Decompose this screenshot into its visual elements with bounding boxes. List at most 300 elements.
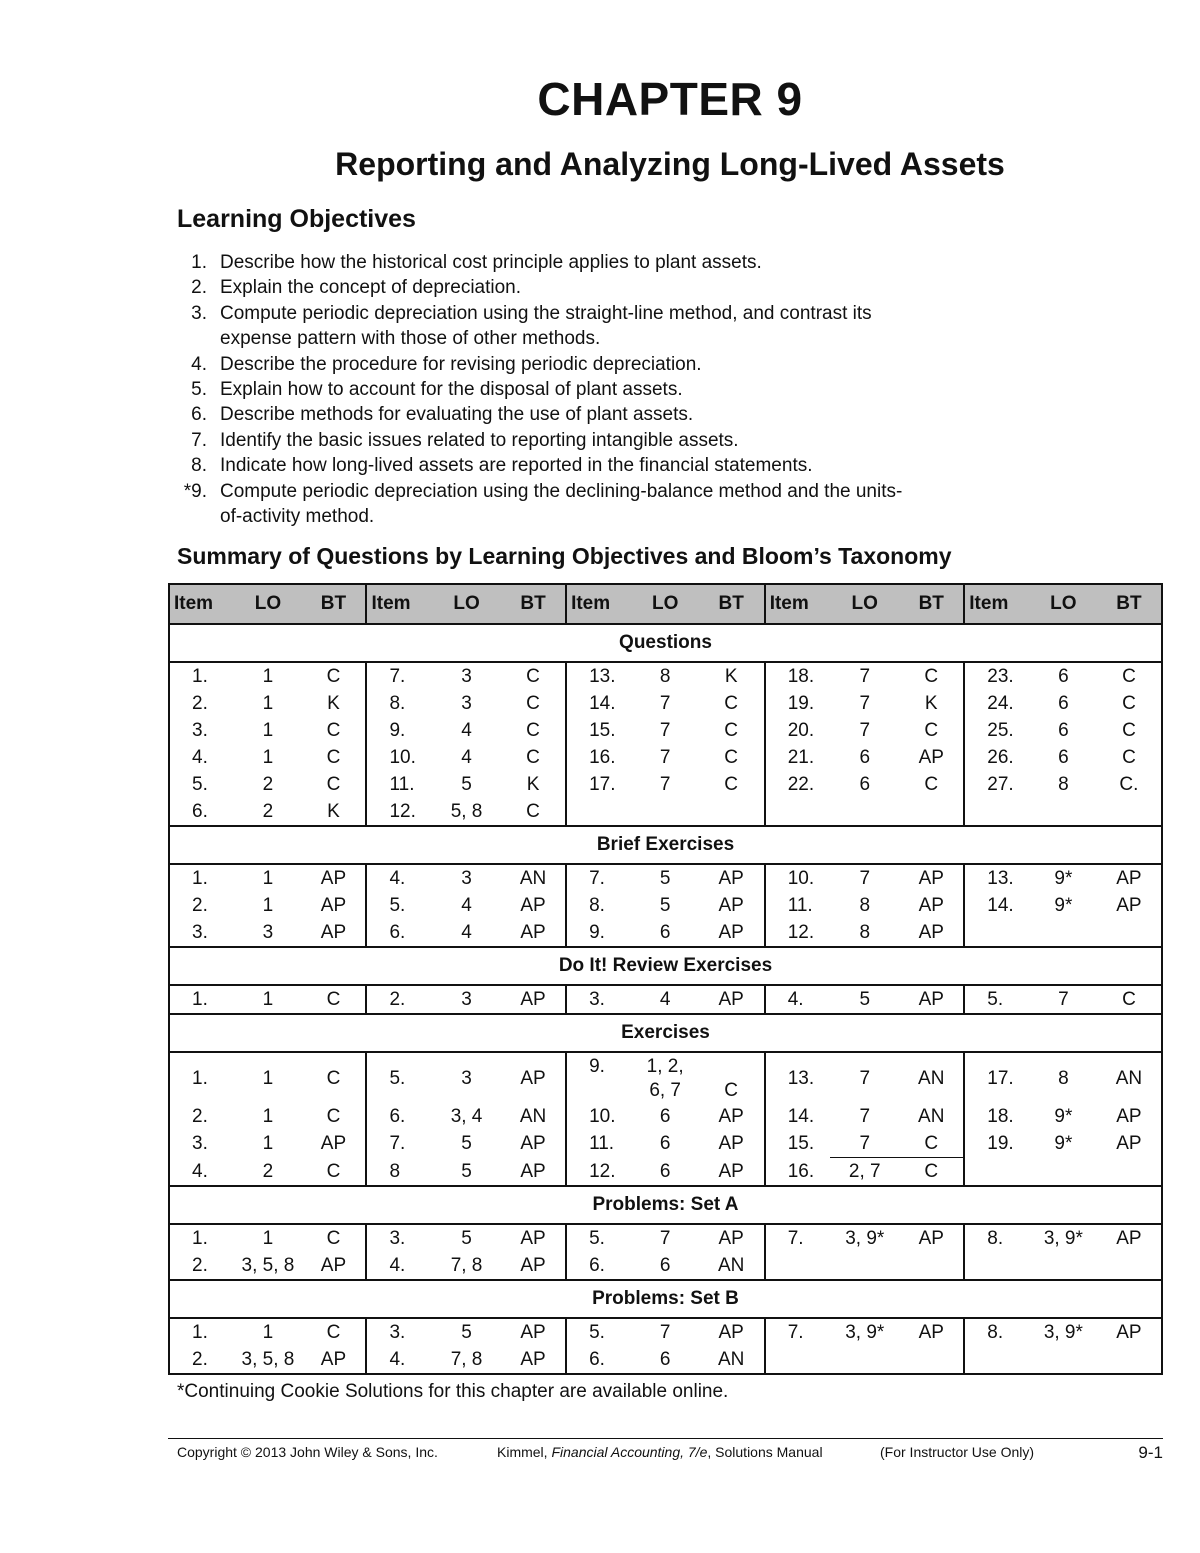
bt-cell: [899, 1346, 964, 1374]
column-header-bt: BT: [699, 584, 765, 624]
lo-cell: 5, 8: [450, 801, 483, 822]
lo-cell: 3, 5, 8: [241, 1349, 295, 1370]
lo-cell: 5: [461, 1160, 472, 1182]
item-cell: 21.: [765, 744, 831, 771]
chapter-subtitle: Reporting and Analyzing Long-Lived Assets: [335, 146, 1005, 182]
bt-cell: AP: [1116, 1322, 1142, 1343]
lo-cell: 6: [659, 1133, 671, 1155]
objective-item: [177, 301, 1077, 352]
lo-cell: 6: [1058, 693, 1069, 714]
bt-cell: AP: [520, 1349, 546, 1370]
item-cell: 25.: [964, 717, 1030, 744]
section-header-row: [169, 624, 1162, 662]
lo-cell: 1: [262, 1228, 274, 1249]
item-cell: 12.: [566, 1158, 632, 1187]
bt-cell: C: [526, 720, 540, 741]
section-header-row: [169, 826, 1162, 864]
bt-cell: [899, 798, 964, 826]
item-cell: 6.: [366, 919, 432, 947]
lo-cell: [1030, 798, 1097, 826]
item-cell: [566, 798, 632, 826]
bt-cell: [1097, 1158, 1162, 1187]
objective-number: 5.: [191, 379, 207, 401]
lo-cell: 5: [859, 989, 871, 1010]
item-cell: 8.: [566, 892, 632, 919]
item-cell: 3.: [192, 720, 208, 741]
bt-cell: AP: [320, 1133, 347, 1155]
bt-cell: C: [724, 774, 739, 795]
bt-cell: AP: [918, 868, 944, 889]
lo-cell: [632, 1052, 699, 1103]
item-cell: 5.: [964, 985, 1030, 1014]
bt-cell: AP: [520, 895, 546, 916]
lo-cell: 3, 9*: [845, 1228, 885, 1249]
lo-cell: 1: [262, 989, 274, 1010]
bt-cell: AP: [918, 922, 944, 943]
lo-cell: 8: [1058, 774, 1069, 795]
item-cell: 13.: [765, 1052, 831, 1103]
column-header-bt: BT: [301, 584, 366, 624]
lo-cell: 7: [859, 666, 871, 687]
table-row: [169, 1318, 1162, 1346]
lo-cell: 1: [262, 666, 274, 687]
bt-cell: C: [326, 1228, 341, 1249]
item-cell: 11.: [566, 1130, 632, 1158]
bt-cell: C: [526, 693, 540, 714]
item-cell: 3.: [566, 985, 632, 1014]
item-cell: 2.: [192, 1255, 208, 1276]
lo-cell: 5: [659, 868, 671, 889]
objective-text: Compute periodic depreciation using the declining-balance method and the units-: [220, 480, 903, 502]
objective-text: Identify the basic issues related to reporting intangible assets.: [220, 429, 739, 451]
bt-cell: AP: [520, 1133, 546, 1155]
bt-cell: [699, 798, 765, 826]
bt-cell: AP: [320, 895, 347, 916]
objective-item: [177, 377, 1077, 402]
lo-cell: 7: [859, 693, 871, 714]
bt-cell: AP: [1116, 868, 1142, 889]
bt-cell: [1097, 798, 1162, 826]
item-cell: 2.: [192, 1106, 208, 1127]
objective-item: [177, 453, 1077, 478]
lo-cell: 5: [659, 895, 671, 916]
lo-cell: 2: [262, 1160, 274, 1182]
table-row: [169, 771, 1162, 798]
bt-cell: C: [1122, 666, 1136, 687]
item-cell: 7.: [366, 1130, 432, 1158]
item-cell: 5.: [366, 892, 432, 919]
column-header-bt: BT: [1097, 584, 1162, 624]
lo-cell: 5: [461, 774, 472, 795]
bt-cell: AP: [1116, 1106, 1142, 1127]
lo-cell: 3, 5, 8: [241, 1255, 295, 1276]
table-row: [169, 1346, 1162, 1374]
bt-cell: AP: [520, 1160, 546, 1182]
item-cell: 7.: [765, 1224, 831, 1252]
footer-manual: , Solutions Manual: [707, 1444, 823, 1460]
item-cell: 2.: [192, 693, 208, 714]
bt-cell: C: [1122, 989, 1136, 1010]
bt-cell: C: [326, 1067, 341, 1089]
lo-cell: 3: [461, 989, 472, 1010]
bt-cell: AP: [520, 1228, 546, 1249]
bt-cell: C: [326, 774, 341, 795]
section-title: Do It! Review Exercises: [169, 947, 1162, 985]
bt-cell: C: [1122, 720, 1136, 741]
column-header-item: Item: [964, 584, 1030, 624]
objective-number: 1.: [191, 252, 207, 273]
lo-cell: 7: [659, 747, 671, 768]
summary-heading: Summary of Questions by Learning Objectives and Bloom’s Taxonomy: [177, 543, 952, 569]
item-cell: 3.: [192, 922, 208, 943]
lo-cell: 1: [262, 720, 274, 741]
lo-cell: [1030, 1346, 1097, 1374]
item-cell: [964, 919, 1030, 947]
bt-cell: C: [326, 666, 341, 687]
lo-cell: 9*: [1054, 1133, 1073, 1155]
lo-cell: 5: [461, 1228, 472, 1249]
bt-cell: AN: [918, 1106, 945, 1127]
lo-cell: 3: [461, 1067, 472, 1089]
bt-cell: AP: [718, 989, 744, 1010]
lo-cell: 7: [859, 1106, 871, 1127]
table-row: [169, 985, 1162, 1014]
bt-cell: AN: [519, 868, 547, 889]
objective-number: 2.: [191, 277, 207, 299]
item-cell: 4.: [366, 1346, 432, 1374]
lo-cell: 6: [659, 1160, 671, 1182]
bt-cell: C: [526, 801, 540, 822]
item-cell: 7.: [566, 864, 632, 892]
bt-cell: AP: [520, 989, 546, 1010]
column-header-lo: LO: [632, 584, 699, 624]
section-header-row: [169, 947, 1162, 985]
lo-cell: 1: [262, 1322, 274, 1343]
lo-cell: 7: [659, 1228, 671, 1249]
lo-cell: 8: [1058, 1067, 1069, 1089]
lo-cell: 1: [262, 747, 274, 768]
page-number: 9-1: [1138, 1443, 1163, 1462]
bt-cell: C: [924, 720, 939, 741]
footer-copyright: Copyright © 2013 John Wiley & Sons, Inc.: [177, 1444, 438, 1460]
objective-number: 3.: [191, 302, 207, 324]
footer-author: Kimmel,: [497, 1444, 548, 1460]
lo-cell: 8: [659, 666, 671, 687]
bt-cell: C: [924, 774, 939, 795]
bt-cell: C: [326, 989, 341, 1010]
bt-cell: C: [526, 747, 540, 768]
table-row: [169, 1052, 1162, 1103]
item-cell: 6.: [566, 1252, 632, 1280]
item-cell: 16.: [566, 744, 632, 771]
item-cell: 12.: [366, 798, 432, 826]
bt-cell: [899, 1252, 964, 1280]
bt-cell: AP: [1116, 1133, 1142, 1155]
item-cell: 8: [366, 1158, 432, 1187]
bt-cell: AP: [718, 868, 744, 889]
bt-cell: AP: [918, 989, 944, 1010]
lo-cell: 3: [461, 868, 472, 889]
item-cell: 5.: [566, 1224, 632, 1252]
bt-cell: K: [526, 774, 540, 795]
bt-cell: AP: [918, 747, 944, 768]
objective-text: Describe methods for evaluating the use of plant assets.: [220, 404, 694, 426]
lo-cell: 3: [262, 922, 274, 943]
objective-item: [177, 275, 1077, 300]
lo-cell: 3, 9*: [845, 1322, 885, 1343]
item-cell: 13.: [566, 662, 632, 690]
bt-cell: [1097, 1252, 1162, 1280]
summary-table: [168, 583, 1163, 1375]
item-cell: 4.: [192, 747, 208, 768]
lo-cell: 6: [859, 774, 871, 795]
item-cell: 4.: [366, 864, 432, 892]
item-cell: 9.: [366, 717, 432, 744]
column-header-bt: BT: [501, 584, 566, 624]
lo-cell: [830, 798, 899, 826]
table-row: [169, 717, 1162, 744]
item-cell: 10.: [765, 864, 831, 892]
item-cell: 19.: [765, 690, 831, 717]
table-row: [169, 892, 1162, 919]
item-cell: 3.: [366, 1224, 432, 1252]
item-cell: 15.: [765, 1130, 831, 1158]
objective-item: [177, 250, 1077, 275]
lo-cell: 9*: [1054, 895, 1073, 916]
lo-cell: 2, 7: [848, 1161, 881, 1182]
item-cell: 8.: [366, 690, 432, 717]
item-cell: 5.: [366, 1052, 432, 1103]
lo-cell: 6: [659, 1106, 671, 1127]
item-cell: 2.: [366, 985, 432, 1014]
lo-cell: 6: [659, 922, 671, 943]
table-row: [169, 662, 1162, 690]
lo-cell: 8: [859, 895, 871, 916]
footer-book-title: Financial Accounting, 7/e: [551, 1444, 708, 1460]
item-cell: 9.: [566, 1052, 632, 1103]
table-row: [169, 1103, 1162, 1130]
item-cell: 14.: [765, 1103, 831, 1130]
item-cell: 1.: [192, 1067, 208, 1089]
lo-cell: 7: [1058, 989, 1069, 1010]
lo-cell: 2: [262, 774, 274, 795]
item-cell: 5.: [566, 1318, 632, 1346]
item-cell: 17.: [964, 1052, 1030, 1103]
item-cell: [964, 1346, 1030, 1374]
column-header-lo: LO: [234, 584, 301, 624]
bt-cell: K: [924, 693, 938, 714]
bt-cell: C: [724, 720, 739, 741]
item-cell: [964, 798, 1030, 826]
item-cell: 18.: [765, 662, 831, 690]
bt-cell: AP: [320, 922, 347, 943]
bt-cell: AP: [918, 1228, 944, 1249]
section-title: Problems: Set A: [169, 1186, 1162, 1224]
item-cell: 9.: [566, 919, 632, 947]
bt-cell: AP: [320, 1255, 347, 1276]
bt-cell: AP: [520, 922, 546, 943]
bt-cell: K: [327, 693, 340, 714]
lo-cell: 7, 8: [450, 1349, 483, 1370]
bt-cell: AP: [520, 1067, 546, 1089]
footer-citation: [497, 1444, 823, 1460]
lo-cell: 6: [1058, 720, 1069, 741]
section-title: Brief Exercises: [169, 826, 1162, 864]
objective-number: 4.: [191, 353, 207, 375]
item-cell: [964, 1158, 1030, 1187]
bt-cell: AN: [918, 1067, 945, 1089]
table-header-row: [169, 584, 1162, 624]
lo-cell: 7: [659, 693, 671, 714]
bt-cell: C.: [1119, 774, 1139, 795]
bt-cell: C: [326, 747, 341, 768]
bt-cell: AN: [717, 1349, 745, 1370]
bt-cell: C: [924, 666, 939, 687]
item-cell: 10.: [566, 1103, 632, 1130]
table-row: [169, 1130, 1162, 1158]
bt-cell: AP: [718, 1106, 744, 1127]
section-title: Problems: Set B: [169, 1280, 1162, 1318]
footer-note: (For Instructor Use Only): [880, 1444, 1035, 1460]
item-cell: 4.: [366, 1252, 432, 1280]
objective-item: [177, 352, 1077, 377]
lo-cell: 6: [859, 747, 871, 768]
lo-cell: 1: [262, 868, 274, 889]
objective-number: 7.: [191, 429, 207, 451]
column-header-item: Item: [169, 584, 234, 624]
item-cell: 4.: [192, 1160, 208, 1182]
objective-number: 6.: [191, 404, 207, 426]
item-cell: 17.: [566, 771, 632, 798]
table-row: [169, 864, 1162, 892]
objective-text: Describe the procedure for revising periodic depreciation.: [220, 353, 702, 375]
section-header-row: [169, 1280, 1162, 1318]
item-cell: 7.: [765, 1318, 831, 1346]
item-cell: [765, 1252, 831, 1280]
section-title: Questions: [169, 624, 1162, 662]
lo-cell: [830, 1252, 899, 1280]
lo-cell: 7: [659, 1322, 671, 1343]
item-cell: 23.: [964, 662, 1030, 690]
objective-number: 8.: [191, 455, 207, 477]
item-cell: 2.: [192, 895, 208, 916]
bt-cell: C: [326, 1160, 341, 1182]
objective-text-continued: of-activity method.: [220, 506, 375, 528]
bt-cell: C: [899, 1130, 964, 1158]
item-cell: 1.: [192, 1322, 208, 1343]
item-cell: 8.: [964, 1224, 1030, 1252]
bt-cell: K: [724, 666, 738, 687]
bt-cell: [699, 1052, 765, 1103]
objective-item: [177, 428, 1077, 453]
lo-cell: 5: [461, 1133, 472, 1155]
lo-cell: 8: [859, 922, 871, 943]
lo-line: 6, 7: [649, 1080, 682, 1101]
item-cell: [964, 1252, 1030, 1280]
lo-cell: 6: [659, 1255, 671, 1276]
lo-cell: 7: [859, 720, 871, 741]
lo-cell: 3, 9*: [1043, 1322, 1083, 1343]
item-cell: 11.: [765, 892, 831, 919]
bt-cell: C: [724, 693, 739, 714]
lo-cell: [830, 1346, 899, 1374]
bt-cell: C: [326, 720, 341, 741]
bt-cell: AP: [520, 1322, 546, 1343]
lo-cell: [1030, 1158, 1097, 1187]
table-row: [169, 690, 1162, 717]
bt-cell: AP: [1116, 895, 1142, 916]
item-cell: 2.: [192, 1349, 208, 1370]
bt-value: C: [724, 1080, 739, 1101]
lo-cell: 6: [1058, 747, 1069, 768]
column-header-item: Item: [566, 584, 632, 624]
bt-cell: AP: [718, 1322, 744, 1343]
lo-cell: 1: [262, 1106, 274, 1127]
lo-cell: 7, 8: [450, 1255, 483, 1276]
lo-cell: 6: [659, 1349, 671, 1370]
item-cell: 3.: [366, 1318, 432, 1346]
section-header-row: [169, 1186, 1162, 1224]
lo-cell: 3, 4: [450, 1106, 483, 1127]
item-cell: 19.: [964, 1130, 1030, 1158]
lo-cell: 4: [461, 747, 472, 768]
item-cell: 24.: [964, 690, 1030, 717]
table-row: [169, 1158, 1162, 1187]
bt-cell: AP: [718, 1228, 744, 1249]
bt-cell: K: [327, 801, 340, 822]
bt-cell: AP: [918, 1322, 944, 1343]
lo-cell: 7: [659, 774, 671, 795]
bt-cell: C: [526, 666, 540, 687]
lo-cell: 4: [461, 720, 472, 741]
bt-cell: C: [724, 747, 739, 768]
bt-cell: C: [1122, 747, 1136, 768]
lo-cell: 1: [262, 895, 274, 916]
table-row: [169, 1224, 1162, 1252]
item-cell: 18.: [964, 1103, 1030, 1130]
item-cell: 11.: [366, 771, 432, 798]
table-row: [169, 744, 1162, 771]
bt-cell: AP: [718, 1160, 744, 1182]
item-cell: 1.: [192, 1228, 208, 1249]
lo-cell: 2: [262, 801, 274, 822]
objective-item: [177, 479, 1077, 530]
lo-cell: 7: [859, 868, 871, 889]
objective-text: Compute periodic depreciation using the straight-line method, and contrast its: [220, 302, 872, 324]
bt-cell: AP: [320, 868, 347, 889]
objective-text: Describe how the historical cost principle applies to plant assets.: [220, 252, 762, 273]
item-cell: 22.: [765, 771, 831, 798]
lo-cell: 7: [859, 1067, 871, 1089]
item-cell: 14.: [964, 892, 1030, 919]
lo-cell: 7: [659, 720, 671, 741]
item-cell: 7.: [366, 662, 432, 690]
lo-cell: 6: [1058, 666, 1069, 687]
section-header-row: [169, 1014, 1162, 1052]
item-cell: 8.: [964, 1318, 1030, 1346]
bt-cell: AN: [717, 1255, 745, 1276]
item-cell: 6.: [192, 801, 208, 822]
bt-cell: [1097, 1346, 1162, 1374]
bt-cell: C: [326, 1322, 341, 1343]
item-cell: 27.: [964, 771, 1030, 798]
item-cell: 13.: [964, 864, 1030, 892]
lo-cell: [632, 798, 699, 826]
objective-text: Explain how to account for the disposal of plant assets.: [220, 379, 683, 401]
lo-cell: 1: [262, 1067, 274, 1089]
item-cell: 6.: [366, 1103, 432, 1130]
item-cell: 3.: [192, 1133, 208, 1155]
